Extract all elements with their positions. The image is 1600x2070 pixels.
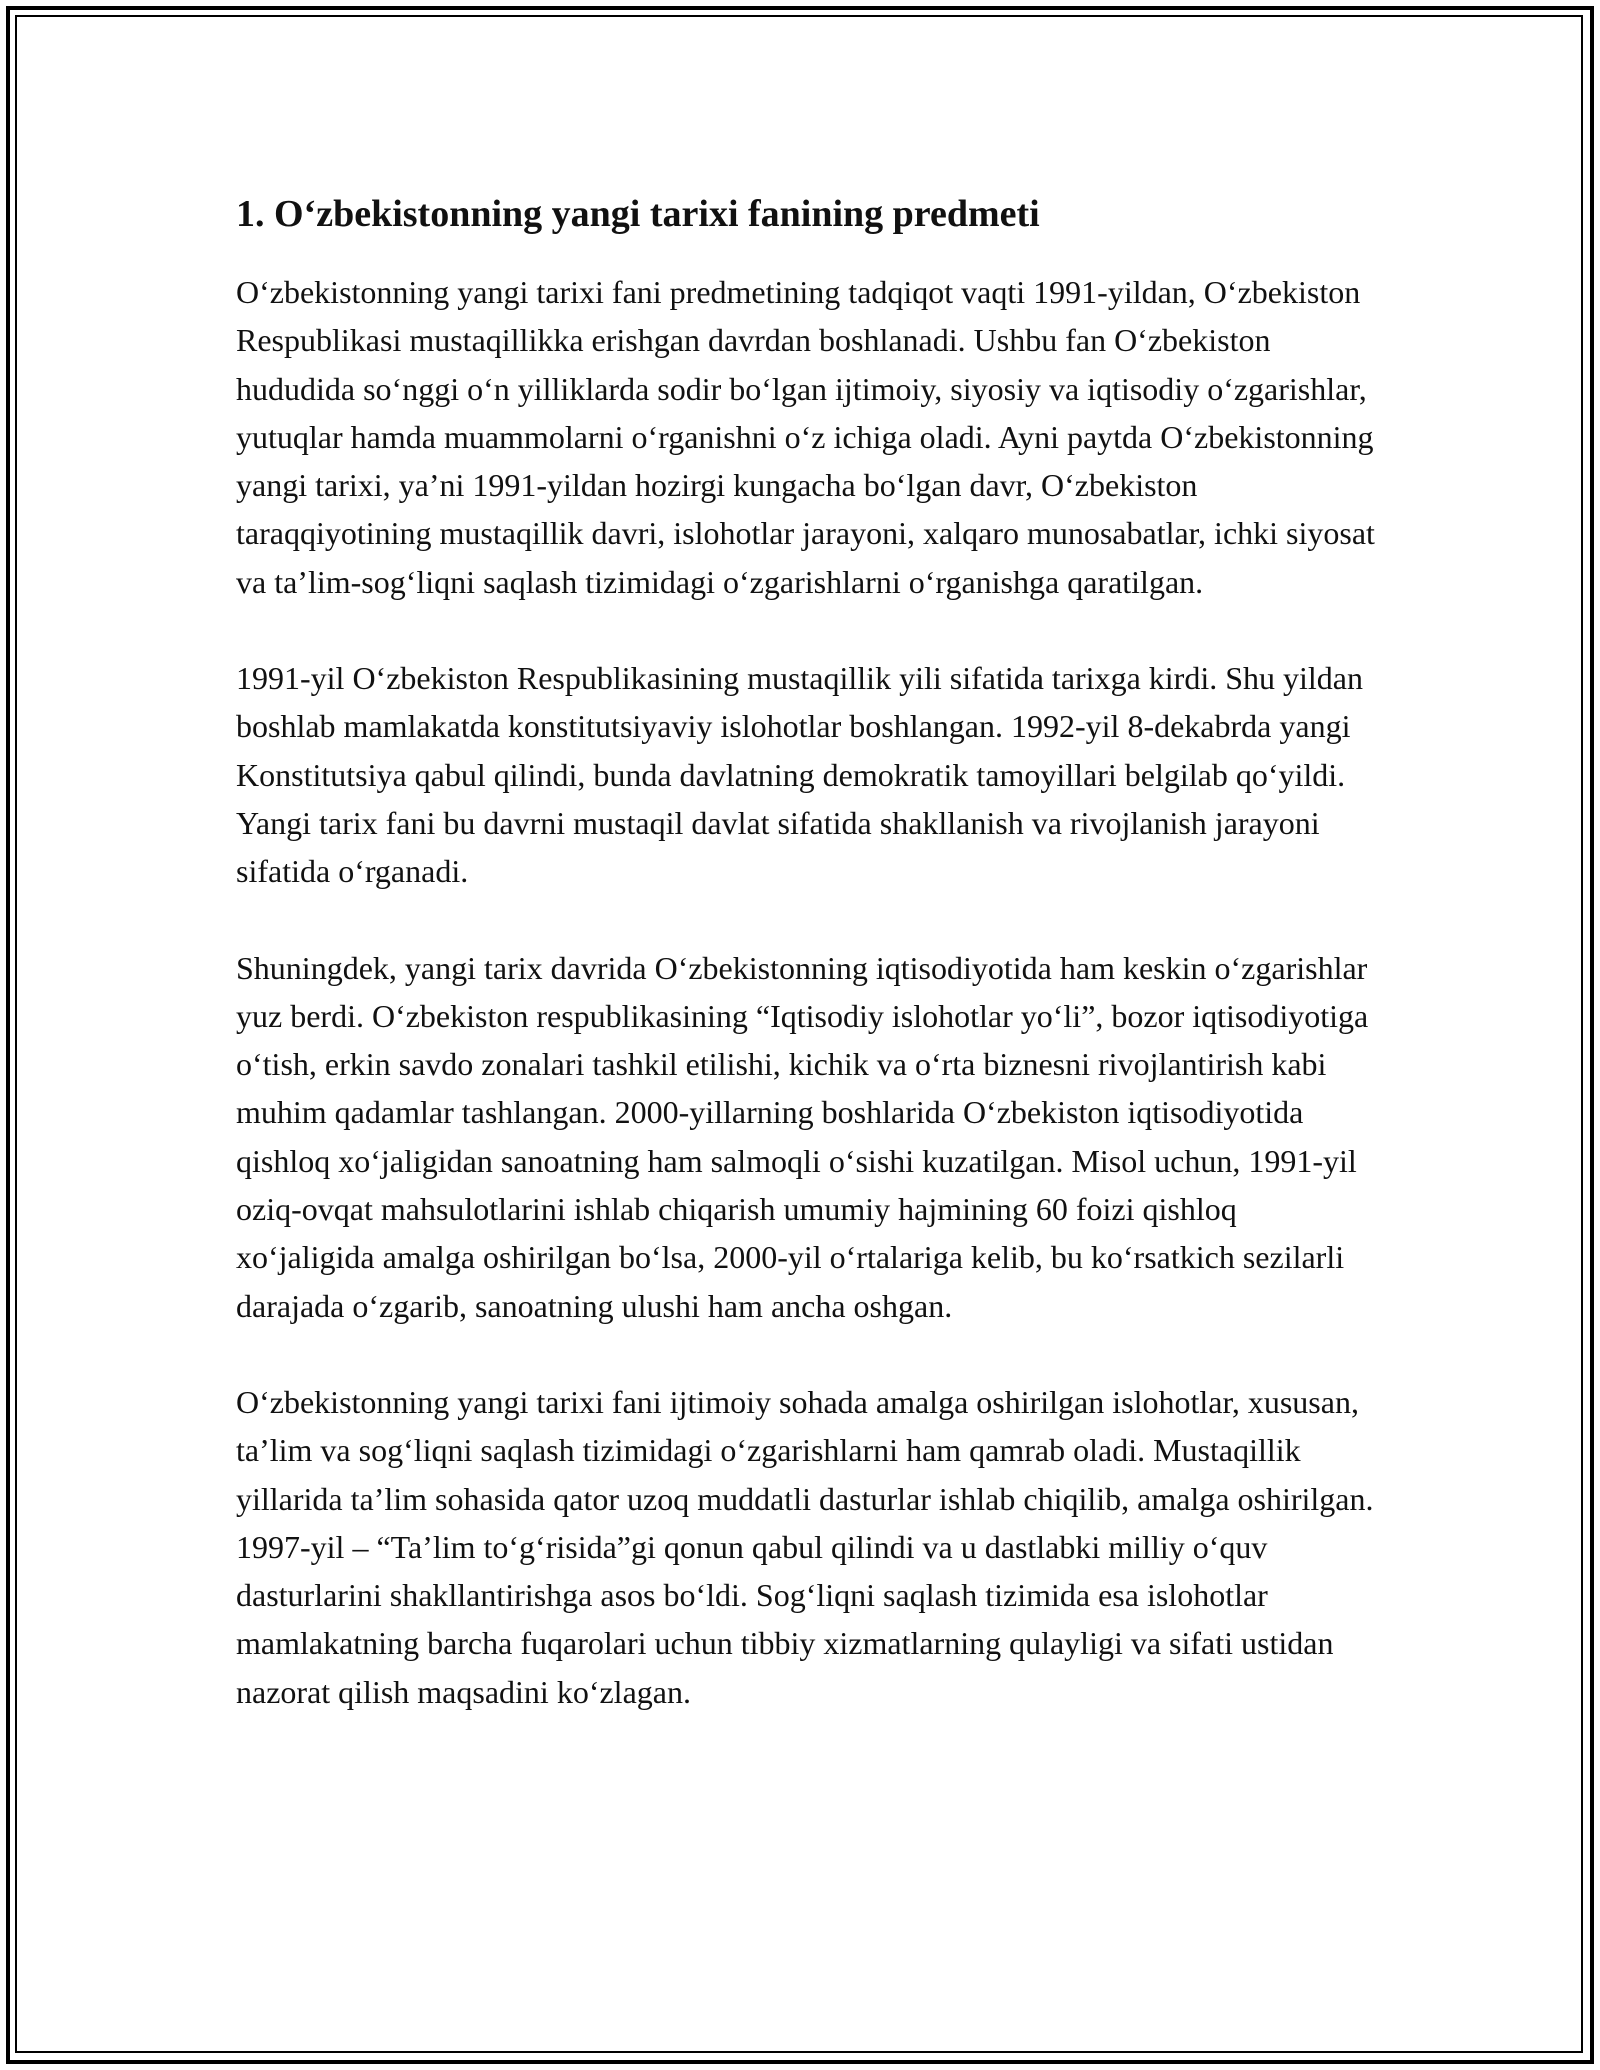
paragraph-4: O‘zbekistonning yangi tarixi fani ijtimoiy sohada amalga oshirilgan islohotlar, xususan, ta’lim va sog‘liqni saqlash tizimidagi o‘zgarishlarni ham qamrab oladi. Mustaqillik yillarida ta’lim sohasida qator uzoq muddatli dasturlar ishlab chiqilib, amalga oshirilgan. 1997-yil – “Ta’lim to‘g‘risida”gi qonun qabul qilindi va u dastlabki milliy o‘quv dasturlarini shakllantirishga asos bo‘ldi. Sog‘liqni saqlash tizimida esa islohotlar mamlakatning barcha fuqarolari uchun tibbiy xizmatlarning qulayligi va sifati ustidan nazorat qilish maqsadini ko‘zlagan. xyxy=(236,1383,1374,1710)
paragraph-3: Shuningdek, yangi tarix davrida O‘zbekistonning iqtisodiyotida ham keskin o‘zgarishlar yuz berdi. O‘zbekiston respublikasining “Iqtisodiy islohotlar yo‘li”, bozor iqtisodiyotiga o‘tish, erkin savdo zonalari tashkil etilishi, kichik va o‘rta biznesni rivojlantirish kabi muhim qadamlar tashlangan. 2000-yillarning boshlarida O‘zbekiston iqtisodiyotida qishloq xo‘jaligidan sanoatning ham salmoqli o‘sishi kuzatilgan. Misol uchun, 1991-yil oziq-ovqat mahsulotlarini ishlab chiqarish umumiy hajmining 60 foizi qishloq xo‘jaligida amalga oshirilgan bo‘lsa, 2000-yil o‘rtalariga kelib, bu ko‘rsatkich sezilarli darajada o‘zgarib, sanoatning ulushi ham ancha oshgan. xyxy=(236,949,1369,1324)
document-body xyxy=(236,186,1376,1764)
paragraph-1: O‘zbekistonning yangi tarixi fani predmetining tadqiqot vaqti 1991-yildan, O‘zbekiston Respublikasi mustaqillikka erishgan davrdan boshlanadi. Ushbu fan O‘zbekiston hududida so‘nggi o‘n yilliklarda sodir bo‘lgan ijtimoiy, siyosiy va iqtisodiy o‘zgarishlar, yutuqlar hamda muammolarni o‘rganishni o‘z ichiga oladi. Ayni paytda O‘zbekistonning yangi tarixi, ya’ni 1991-yildan hozirgi kungacha bo‘lgan davr, O‘zbekiston taraqqiyotining mustaqillik davri, islohotlar jarayoni, xalqaro munosabatlar, ichki siyosat va ta’lim-sog‘liqni saqlash tizimidagi o‘zgarishlarni o‘rganishga qaratilgan. xyxy=(236,274,1375,600)
section-heading: 1. O‘zbekistonning yangi tarixi fanining predmeti xyxy=(236,193,1040,235)
paragraph-2: 1991-yil O‘zbekiston Respublikasining mustaqillik yili sifatida tarixga kirdi. Shu yildan boshlab mamlakatda konstitutsiyaviy islohotlar boshlangan. 1992-yil 8-dekabrda yangi Konstitutsiya qabul qilindi, bunda davlatning demokratik tamoyillari belgilab qo‘yildi. Yangi tarix fani bu davrni mustaqil davlat sifatida shakllanish va rivojlanish jarayoni sifatida o‘rganadi. xyxy=(236,660,1363,890)
